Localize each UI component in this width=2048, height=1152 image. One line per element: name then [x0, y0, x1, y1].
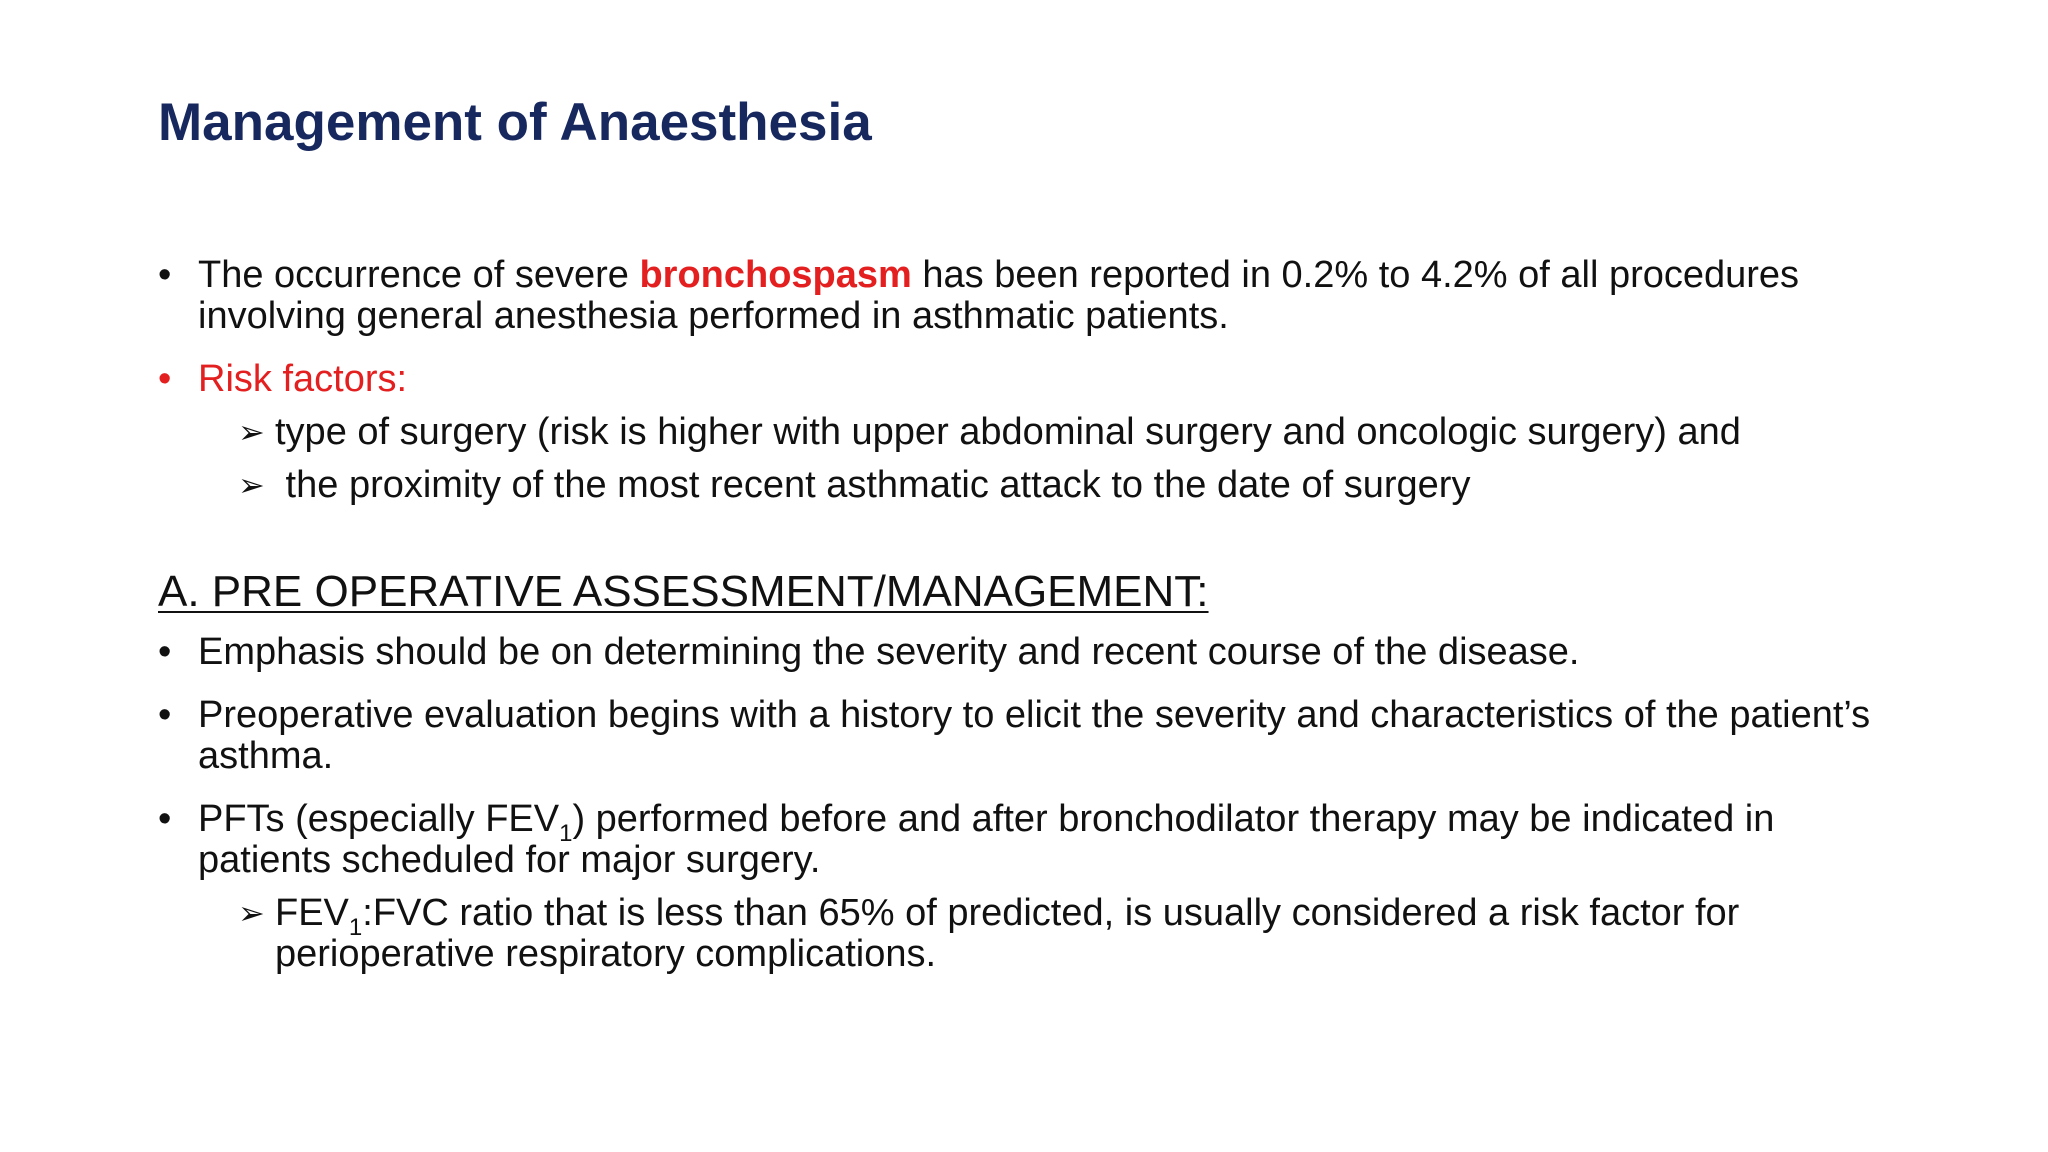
bullet-dot: • [158, 798, 172, 840]
bullet-text-after: ) performed before and after bronchodilator therapy may be indicated in patients scheduled for major surgery. [198, 798, 1775, 881]
slide-body [158, 255, 1878, 975]
bullet-text-after: has been reported in 0.2% to 4.2% of all procedures involving general anesthesia performed in asthmatic patients. [198, 254, 1800, 337]
sub-text-after: :FVC ratio that is less than 65% of predicted, is usually considered a risk factor for perioperative respiratory complications. [275, 892, 1740, 975]
bullet-dot: • [158, 694, 172, 736]
sub-bullet-fev-ratio [158, 893, 1878, 975]
subscript: 1 [559, 820, 573, 847]
subscript: 1 [348, 914, 363, 941]
risk-factors-label: Risk factors: [198, 358, 408, 400]
arrow-bullet-icon: ➢ [238, 414, 265, 450]
sub-bullet-text: type of surgery (risk is higher with upper abdominal surgery and oncologic surgery) and [275, 411, 1741, 453]
bullet-dot: • [158, 358, 172, 400]
sub-bullet-proximity [158, 465, 1878, 506]
bullet-dot: • [158, 254, 172, 296]
bullet-pfts [158, 799, 1878, 881]
sub-text-before: FEV [275, 892, 349, 934]
sub-bullet-surgery-type [158, 412, 1878, 453]
bullet-text: Preoperative evaluation begins with a history to elicit the severity and characteristics of the patient’s asthma. [198, 694, 1871, 777]
arrow-bullet-icon: ➢ [238, 467, 265, 503]
bullet-text: Emphasis should be on determining the severity and recent course of the disease. [198, 631, 1580, 673]
section-heading-preoperative: A. PRE OPERATIVE ASSESSMENT/MANAGEMENT: [158, 567, 1209, 616]
bullet-preoperative-evaluation [158, 695, 1878, 777]
arrow-bullet-icon: ➢ [238, 895, 265, 931]
bullet-risk-factors [158, 359, 1878, 400]
highlight-bronchospasm: bronchospasm [639, 254, 912, 296]
bullet-bronchospasm [158, 255, 1878, 337]
bullet-emphasis [158, 632, 1878, 673]
bullet-dot: • [158, 631, 172, 673]
bullet-text-before: PFTs (especially FEV [198, 798, 560, 840]
sub-bullet-text: the proximity of the most recent asthmatic attack to the date of surgery [275, 464, 1471, 506]
bullet-text-before: The occurrence of severe [198, 254, 640, 296]
risk-factors-group [158, 359, 1878, 506]
slide-title: Management of Anaesthesia [158, 93, 872, 152]
